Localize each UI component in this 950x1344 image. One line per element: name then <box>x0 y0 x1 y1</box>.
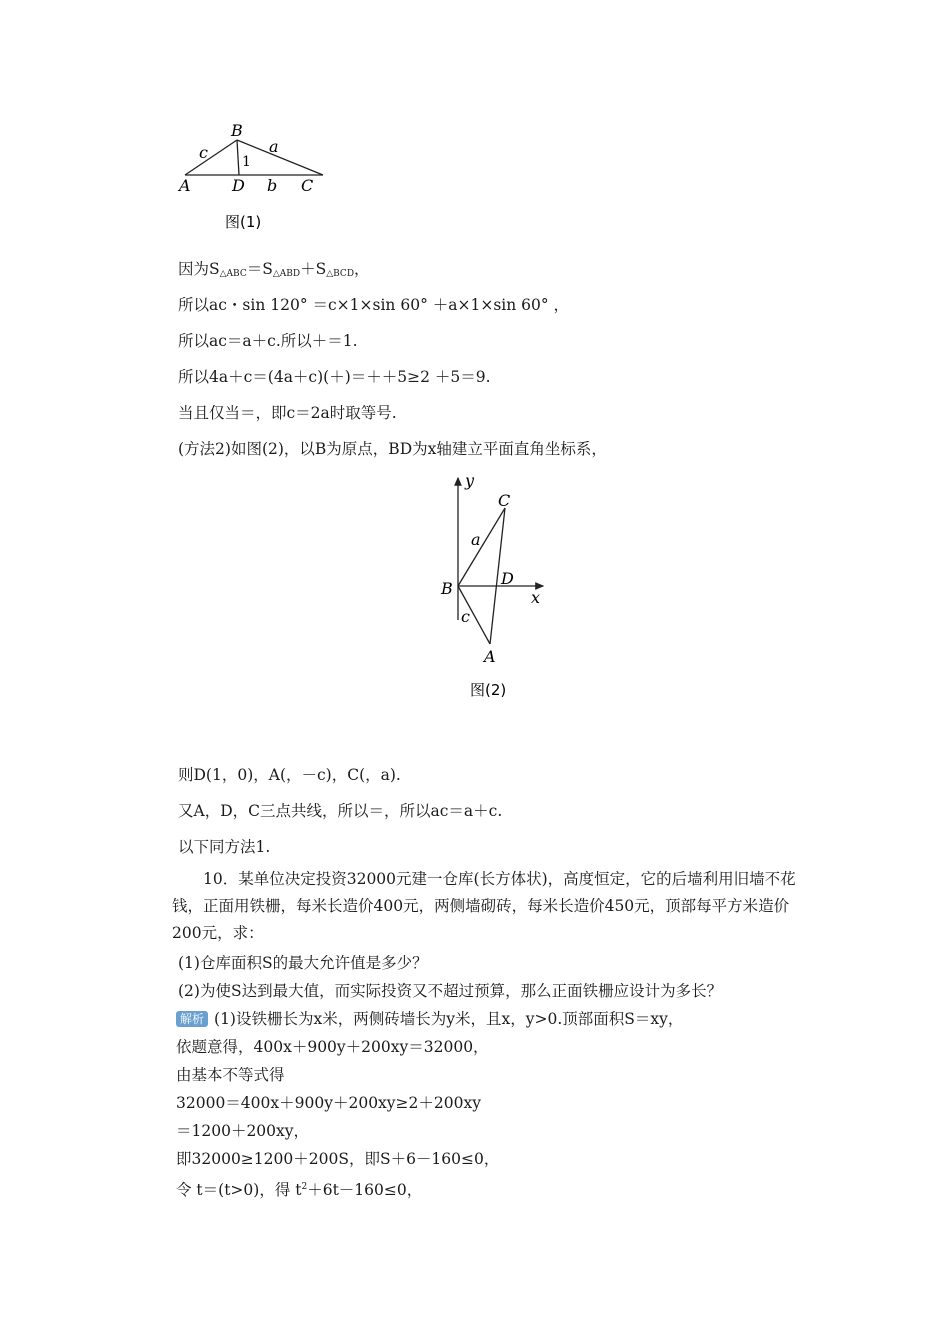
line-collinear: 又A，D，C三点共线，所以＝，所以ac＝a＋c. <box>178 802 503 820</box>
label-D: D <box>501 569 514 588</box>
label-c: c <box>199 143 208 162</box>
line-ac-equation: 所以ac＝a＋c.所以＋＝1. <box>178 332 358 350</box>
line-inequality: 所以4a＋c＝(4a＋c)(＋)＝＋＋5≥2 ＋5＝9. <box>178 368 491 386</box>
figure-1-caption: 图(1) <box>225 213 262 231</box>
problem-10-statement: 10．某单位决定投资32000元建一仓库(长方体状)，高度恒定，它的后墙利用旧墙不花钱，正面用铁栅，每米长造价400元，两侧墙砌砖，每米长造价450元，顶部每平方米造价200元，求： <box>172 870 796 942</box>
label-a: a <box>269 137 279 156</box>
label-B: B <box>231 121 243 140</box>
axis-y-label: y <box>465 471 475 490</box>
solution-line-1: 解析 (1)设铁栅长为x米，两侧砖墙长为y米，且x，y>0.顶部面积S＝xy， <box>176 1008 683 1030</box>
line-sin-equation: 所以ac・sin 120° ＝c×1×sin 60° ＋a×1×sin 60° ， <box>178 296 570 314</box>
line-area-equation: 因为$S_{\triangle ABC}=S_{\triangle ABD}+S_{\triangle BCD}$， <box>178 260 370 279</box>
line-same-as-method1: 以下同方法1. <box>178 838 271 856</box>
solution-line-6: 即32000≥1200＋200S，即S＋6－160≤0， <box>176 1150 500 1168</box>
solution-line-4: 32000＝400x＋900y＋200xy≥2＋200xy <box>176 1094 481 1112</box>
coordinate-diagram <box>435 470 565 705</box>
solution-tag: 解析 <box>176 1011 208 1027</box>
line-coordinates: 则D(1，0)，A(，－c)，C(，a). <box>178 766 401 784</box>
label-b: b <box>267 176 278 195</box>
solution-line-5: ＝1200＋200xy， <box>176 1122 310 1140</box>
problem-10-question-1: (1)仓库面积S的最大允许值是多少？ <box>178 954 428 972</box>
solution-line-7: 令 t＝(t>0)，得 $t^2+6t-160\le 0$， <box>176 1181 423 1199</box>
label-1: 1 <box>242 154 251 170</box>
problem-10-question-2: (2)为使S达到最大值，而实际投资又不超过预算，那么正面铁栅应设计为多长？ <box>178 982 723 1000</box>
line-method2-intro: (方法2)如图(2)，以B为原点，BD为x轴建立平面直角坐标系， <box>178 440 607 458</box>
label-B: B <box>441 579 453 598</box>
label-C: C <box>498 491 511 510</box>
label-D: D <box>232 176 245 195</box>
label-a: a <box>471 530 481 549</box>
solution-line-2: 依题意得，400x＋900y＋200xy＝32000， <box>176 1038 489 1056</box>
label-c: c <box>461 607 470 626</box>
triangle-diagram <box>175 118 335 238</box>
figure-1 <box>175 118 335 238</box>
label-C: C <box>301 176 314 195</box>
solution-line-3: 由基本不等式得 <box>176 1066 285 1084</box>
axis-x-label: x <box>531 588 541 607</box>
label-A: A <box>484 647 496 666</box>
line-equality-condition: 当且仅当＝，即c＝2a时取等号. <box>178 404 397 422</box>
label-A: A <box>179 176 191 195</box>
figure-2-caption: 图(2) <box>470 681 507 699</box>
figure-2 <box>435 470 565 705</box>
